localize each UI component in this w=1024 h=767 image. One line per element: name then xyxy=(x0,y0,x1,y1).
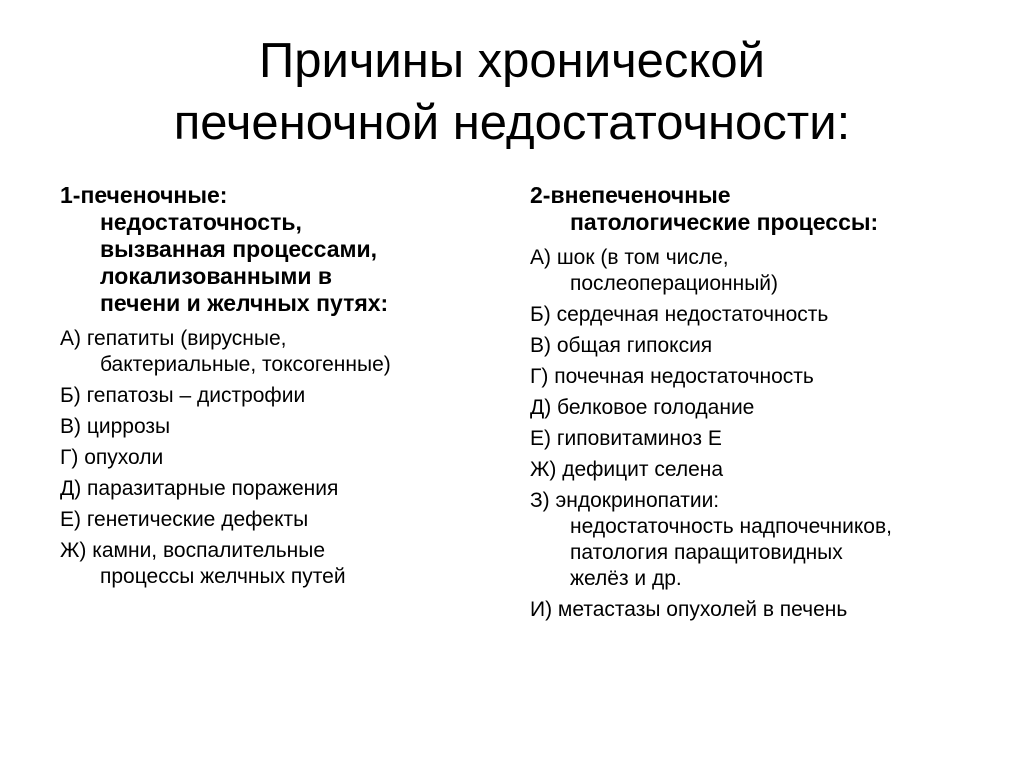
list-item xyxy=(530,245,990,297)
list-item-line: патология паращитовидных xyxy=(570,541,843,564)
slide-title xyxy=(0,30,1024,154)
list-item xyxy=(530,364,990,390)
hepatic-causes-heading xyxy=(60,182,480,317)
list-item-line: Ж) дефицит селена xyxy=(530,458,724,481)
heading-line: локализованными в xyxy=(100,263,333,289)
list-item-line: бактериальные, токсогенные) xyxy=(100,353,391,376)
heading-line: патологические процессы: xyxy=(570,209,879,235)
list-item-line: Ж) камни, воспалительные xyxy=(60,539,326,562)
list-item-line: А) гепатиты (вирусные, xyxy=(60,327,287,350)
list-item-line: З) эндокринопатии: xyxy=(530,489,720,512)
list-item-line: процессы желчных путей xyxy=(100,565,346,588)
list-item-line: Б) гепатозы – дистрофии xyxy=(60,384,306,407)
heading-line: 1-печеночные: xyxy=(60,182,228,208)
list-item xyxy=(60,445,480,471)
list-item xyxy=(530,395,990,421)
list-item-line: недостаточность надпочечников, xyxy=(570,515,892,538)
list-item xyxy=(60,414,480,440)
list-item-line: Г) опухоли xyxy=(60,446,164,469)
list-item xyxy=(530,457,990,483)
extrahepatic-causes-heading xyxy=(530,182,990,236)
list-item-line: В) общая гипоксия xyxy=(530,334,713,357)
list-item-line: Д) паразитарные поражения xyxy=(60,477,339,500)
list-item-line: Д) белковое голодание xyxy=(530,396,755,419)
list-item-line: В) циррозы xyxy=(60,415,171,438)
heading-line: печени и желчных путях: xyxy=(100,290,389,316)
list-item xyxy=(530,426,990,452)
slide-title-line: печеночной недостаточности: xyxy=(173,96,851,150)
list-item-line: Е) гиповитаминоз Е xyxy=(530,427,722,450)
list-item-line: И) метастазы опухолей в печень xyxy=(530,598,848,621)
list-item-line: Г) почечная недостаточность xyxy=(530,365,814,388)
list-item xyxy=(60,538,480,590)
extrahepatic-causes-column xyxy=(530,182,990,628)
list-item xyxy=(530,302,990,328)
list-item xyxy=(530,333,990,359)
list-item xyxy=(60,507,480,533)
list-item-line: Б) сердечная недостаточность xyxy=(530,303,829,326)
list-item-line: А) шок (в том числе, xyxy=(530,246,729,269)
list-item xyxy=(60,383,480,409)
heading-line: 2-внепеченочные xyxy=(530,182,731,208)
list-item xyxy=(530,597,990,623)
list-item xyxy=(60,476,480,502)
heading-line: недостаточность, xyxy=(100,209,302,235)
extrahepatic-causes-list xyxy=(530,245,990,623)
hepatic-causes-column xyxy=(60,182,480,595)
heading-line: вызванная процессами, xyxy=(100,236,378,262)
list-item-line: послеоперационный) xyxy=(570,272,779,295)
list-item-line: желёз и др. xyxy=(570,567,682,590)
list-item xyxy=(530,488,990,592)
hepatic-causes-list xyxy=(60,326,480,590)
slide-title-line: Причины хронической xyxy=(259,34,765,88)
list-item xyxy=(60,326,480,378)
list-item-line: Е) генетические дефекты xyxy=(60,508,309,531)
